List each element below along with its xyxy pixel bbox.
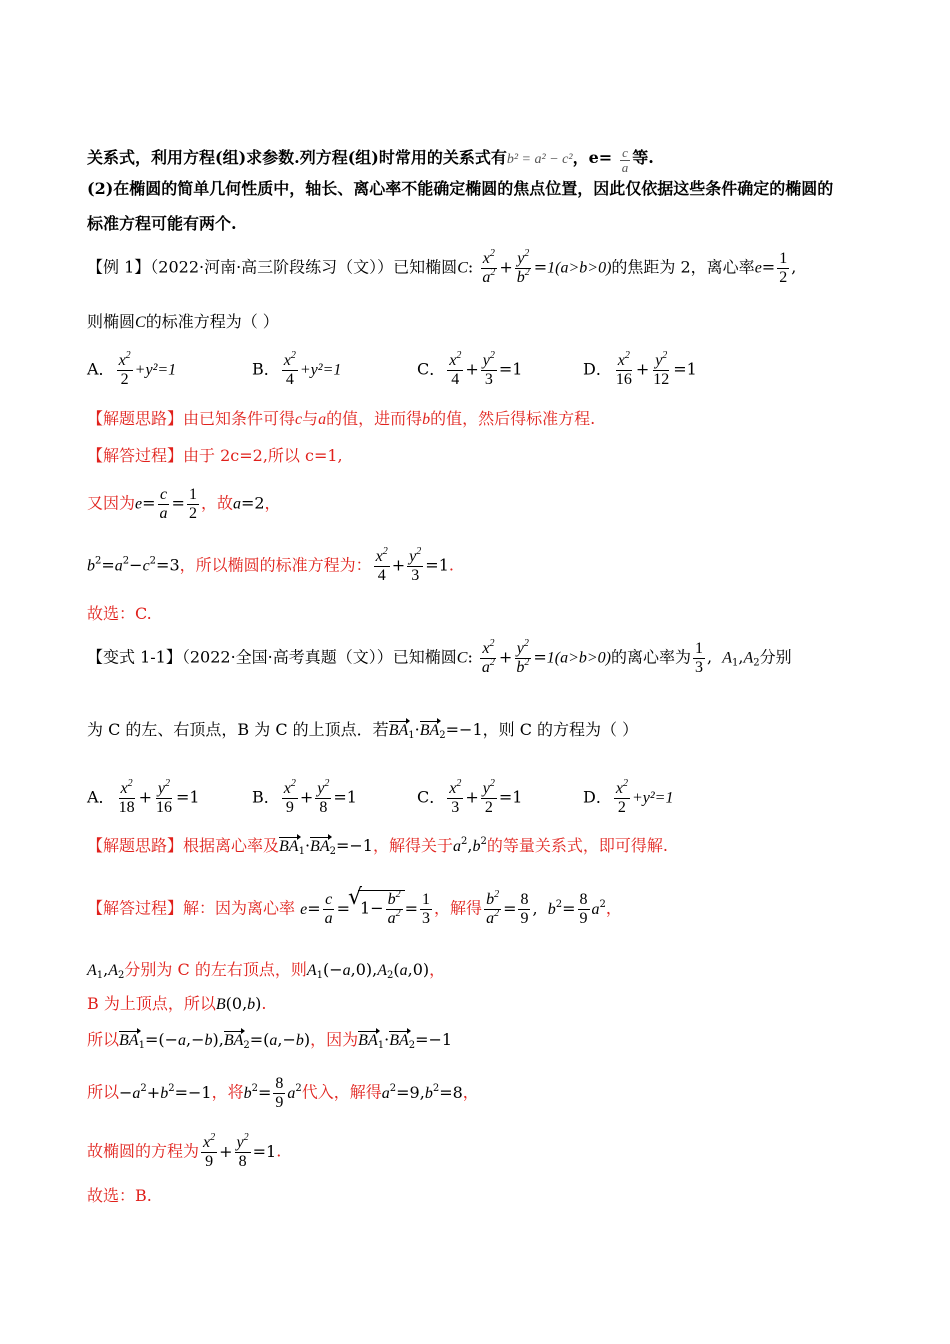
example1-question-line2: 则椭圆C的标准方程为（ ） (87, 312, 279, 331)
variant1-answer: 故选：B. (87, 1186, 152, 1205)
example1-idea: 【解题思路】由已知条件可得c与a的值，进而得b的值，然后得标准方程. (87, 409, 596, 428)
variant1-option-a[interactable]: A． $\frac{x^2}{18}$ + $\frac{y^2}{16}$ =1 (87, 778, 200, 816)
example1-answer: 故选：C. (87, 604, 152, 623)
intro-line-3: 标准方程可能有两个. (87, 214, 237, 233)
example1-process: 【解答过程】由于 2c=2,所以 c=1, (87, 446, 343, 465)
variant1-step4: 所以$-a^2+b^2=-1$，将$b^2=$ $\frac{8}{9}$ $a^2$代入，解得$a^2=9,b^2=8$， (87, 1075, 479, 1111)
example1-option-d[interactable]: D． $\frac{x^2}{16}$ + $\frac{y^2}{12}$ =1 (583, 350, 697, 388)
variant1-step3: 所以$BA_1=(-a,-b),BA_2=(a,-b)$，因为$BA_1\cdot BA_2=-1$ (87, 1030, 453, 1051)
variant1-option-d[interactable]: D． $\frac{x^2}{2}$ +y²=1 (583, 778, 674, 816)
intro-line-2: (2)在椭圆的简单几何性质中，轴长、离心率不能确定椭圆的焦点位置，因此仅依据这些条件确定的椭圆的 (87, 179, 834, 198)
example1-option-a[interactable]: A． $\frac{x^2}{2}$ +y²=1 (87, 350, 177, 388)
example1-step3: $b^2=a^2-c^2=3$，所以椭圆的标准方程为： $\frac{x^2}{4}$ + $\frac{y^2}{3}$ =1. (87, 546, 454, 584)
variant1-step2: B 为上顶点，所以B(0,b). (87, 994, 267, 1013)
variant1-option-b[interactable]: B． $\frac{x^2}{9}$ + $\frac{y^2}{8}$ =1 (252, 778, 357, 816)
example1-question: 【例 1】（2022·河南·高三阶段练习（文））已知椭圆C: $\frac{x^2}{a^2}$ + $\frac{y^2}{b^2}$ =1(a>b>0)的焦距为 2，离心率e= $\frac{1}{2}$ , (87, 248, 797, 286)
variant1-process: 【解答过程】解：因为离心率 e= $\frac{c}{a}$ =√ 1− $\frac{b^2}{a^2}$ = $\frac{1}{3}$ ，解得 $\frac{b^2}{a^2}$ = $\frac{8}{9}$ , $b^2=$ $\frac{8}{9}$ $a^2$， (87, 890, 622, 927)
variant1-question: 【变式 1-1】（2022·全国·高考真题（文））已知椭圆C: $\frac{x^2}{a^2}$ + $\frac{y^2}{b^2}$ =1(a>b>0)的离心率为 $\frac{1}{3}$ , $A_1,A_2$分别 (87, 638, 792, 676)
variant1-question-line2: 为 C 的左、右顶点，B 为 C 的上顶点．若$BA_1\cdot BA_2=-1$，则 C 的方程为（ ） (87, 720, 639, 741)
example1-option-c[interactable]: C． $\frac{x^2}{4}$ + $\frac{y^2}{3}$ =1 (417, 350, 523, 388)
variant1-step1: $A_1,A_2$分别为 C 的左右顶点，则$A_1(-a,0),A_2(a,0)$， (87, 960, 446, 981)
variant1-idea: 【解题思路】根据离心率及$BA_1\cdot BA_2=-1$，解得关于$a^2,b^2$的等量关系式，即可得解. (87, 836, 668, 857)
intro-line-1: 关系式，利用方程(组)求参数.列方程(组)时常用的关系式有b² = a² − c²，e= $\frac{c}{a}$ 等. (87, 145, 654, 176)
variant1-step5: 故椭圆的方程为 $\frac{x^2}{9}$ + $\frac{y^2}{8}$ =1. (87, 1132, 282, 1170)
example1-step2: 又因为e= $\frac{c}{a}$ = $\frac{1}{2}$ ，故a=2， (87, 486, 281, 522)
example1-option-b[interactable]: B． $\frac{x^2}{4}$ +y²=1 (252, 350, 342, 388)
variant1-option-c[interactable]: C． $\frac{x^2}{3}$ + $\frac{y^2}{2}$ =1 (417, 778, 523, 816)
